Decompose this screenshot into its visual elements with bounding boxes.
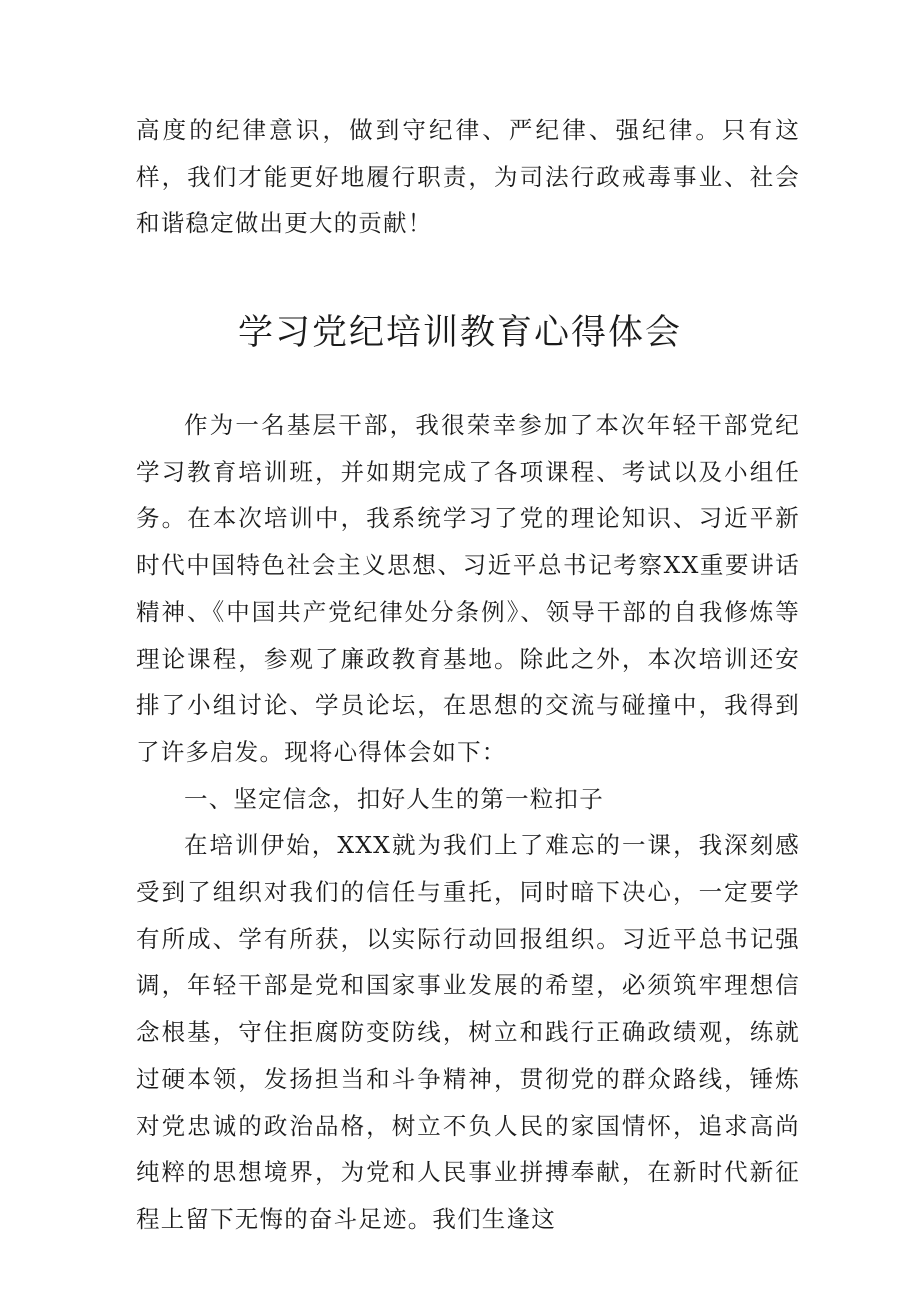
continued-paragraph [136, 107, 800, 247]
body-paragraph-intro: 作为一名基层干部，我很荣幸参加了本次年轻干部党纪学习教育培训班，并如期完成了各项课程、考试以及小组任务。在本次培训中，我系统学习了党的理论知识、习近平新时代中国特色社会主义思想、习近平总书记考察XX重要讲话精神、《中国共产党纪律处分条例》、领导干部的自我修炼等理论课程，参观了廉政教育基地。除此之外，本次培训还安排了小组讨论、学员论坛，在思想的交流与碰撞中，我得到了许多启发。现将心得体会如下： [136, 411, 800, 766]
document-body [136, 402, 800, 1243]
document-title: 学习党纪培训教育心得体会 [237, 313, 682, 353]
body-paragraph-section-1: 在培训伊始，XXX就为我们上了难忘的一课，我深刻感受到了组织对我们的信任与重托，同时暗下决心，一定要学有所成、学有所获，以实际行动回报组织。习近平总书记强调，年轻干部是党和国家事业发展的希望，必须筑牢理想信念根基，守住拒腐防变防线，树立和践行正确政绩观，练就过硬本领，发扬担当和斗争精神，贯彻党的群众路线，锤炼对党忠诚的政治品格，树立不负人民的家国情怀，追求高尚纯粹的思想境界，为党和人民事业拼搏奉献，在新时代新征程上留下无悔的奋斗足迹。我们生逢这 [136, 831, 800, 1233]
section-heading-1: 一、坚定信念，扣好人生的第一粒扣子 [184, 784, 604, 813]
continued-paragraph-text: 高度的纪律意识，做到守纪律、严纪律、强纪律。只有这样，我们才能更好地履行职责，为司法行政戒毒事业、社会和谐稳定做出更大的贡献！ [136, 116, 800, 238]
